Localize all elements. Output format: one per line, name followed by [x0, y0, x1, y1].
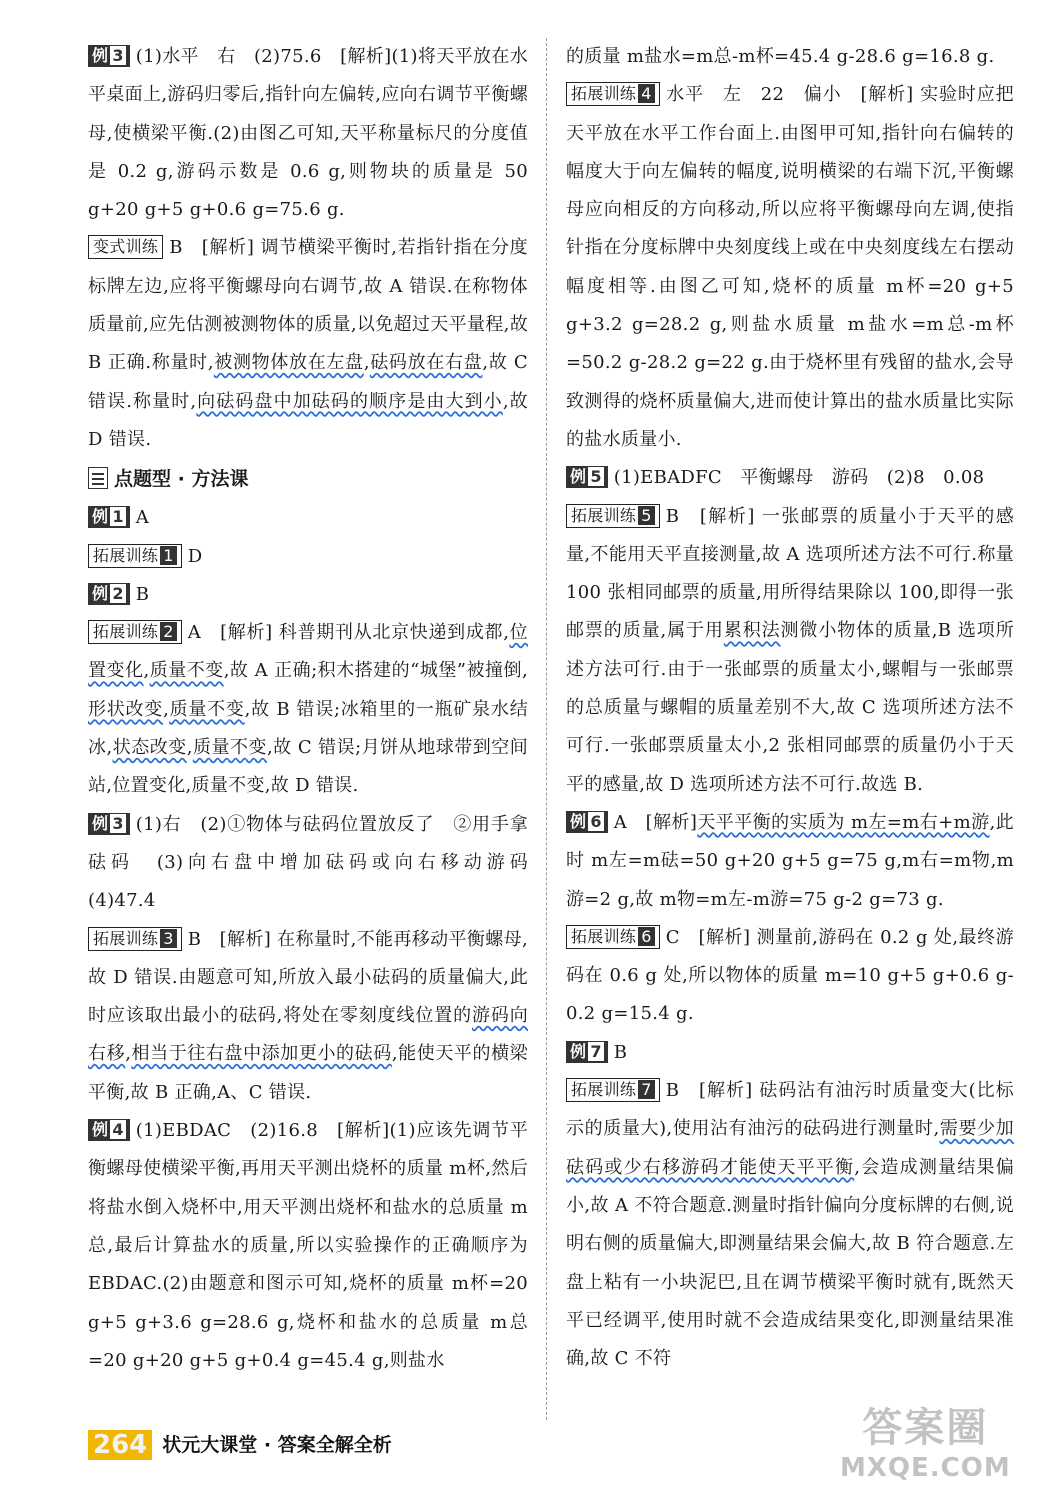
example-2-answer: 例 2 B [88, 576, 528, 614]
example-tag: 例 3 [88, 45, 130, 67]
extension-training-tag: 拓展训练 6 [566, 925, 660, 949]
left-column [88, 38, 547, 1380]
example-7-answer: 例 7 B [566, 1034, 1014, 1072]
extension-training-5-answer: 拓展训练 5 B [解析] 一张邮票的质量小于天平的感量,不能用天平直接测量,故 A 选项所述方法不可行.称量 100 张相同邮票的质量,用所得结果除以 100,即得一张邮票的质量,属于用累积法测微小物体的质量,B 选项所述方法可行.由于一张邮票的质量太小,螺帽与一张邮票的总质量与螺帽的质量差别不大,故 C 选项所述方法不可行.一张邮票质量太小,2 张相同邮票的质量仍小于天平的感量,故 D 选项所述方法不可行.故选 B. [566, 505, 1014, 795]
extension-training-3-answer: 拓展训练 3 B [解析] 在称量时,不能再移动平衡螺母,故 D 错误.由题意可知,所放入最小砝码的质量偏大,此时应该取出最小的砝码,将处在零刻度线位置的游码向右移,相当于往右盘中添加更小的砝码,能使天平的横梁平衡,故 B 正确,A、C 错误. [88, 928, 528, 1103]
book-title: 状元大课堂 · 答案全解全析 [162, 1434, 392, 1456]
watermark-text: 答案圈 [862, 1405, 989, 1451]
example-3b-answer: 例 3 (1)右 (2)①物体与砝码位置放反了 ②用手拿砝码 (3)向右盘中增加砝码或向右移动游码 (4)47.4 [88, 813, 547, 912]
page-footer [88, 1430, 392, 1460]
example-tag: 例 3 [88, 813, 130, 835]
extension-training-7-answer: 拓展训练 7 B [解析] 砝码沾有油污时质量变大(比标示的质量大),使用沾有油污的砝码进行测量时,需要少加砝码或少右移游码才能使天平平衡,会造成测量结果偏小,故 A 不符合题意.测量时指针偏向分度标牌的右侧,说明右侧的质量偏大,即测量结果会偏大,故 B 符合题意.左盘上粘有一小块泥巴,且在调节横梁平衡时就有,既然天平已经调平,使用时就不会造成结果变化,即测量结果准确,故 C 不符 [566, 1080, 1015, 1370]
extension-training-tag: 拓展训练 3 [88, 927, 182, 951]
example-5-answer: 例 5 (1)EBADFC 平衡螺母 游码 (2)8 0.08 [566, 459, 1014, 497]
extension-training-4-answer: 拓展训练 4 水平 左 22 偏小 [解析] 实验时应把天平放在水平工作台面上.由图甲可知,指针向右偏转的幅度大于向左偏转的幅度,说明横梁的右端下沉,平衡螺母应向相反的方向移动,所以应将平衡螺母向左调,使指针指在分度标牌中央刻度线上或在中央刻度线左右摆动幅度相等.由图乙可知,烧杯的质量 m杯=20 g+5 g+3.2 g=28.2 g,则盐水质量 m盐水=m总-m杯=50.2 g-28.2 g=22 g.由于烧杯里有残留的盐水,会导致测得的烧杯质量偏大,进而使计算出的盐水质量比实际的盐水质量小. [566, 84, 1014, 450]
extension-training-6-answer: 拓展训练 6 C [解析] 测量前,游码在 0.2 g 处,最终游码在 0.6 g 处,所以物体的质量 m=10 g+5 g+0.6 g-0.2 g=15.4 g. [566, 926, 1014, 1025]
watermark-logo [840, 1396, 1011, 1483]
section-heading: 点题型 · 方法课 [88, 459, 528, 499]
example-tag: 例 4 [88, 1119, 130, 1141]
extension-training-tag: 拓展训练 4 [566, 82, 660, 106]
example-tag: 例 7 [566, 1041, 608, 1063]
example-4-continuation: 的质量 m盐水=m总-m杯=45.4 g-28.6 g=16.8 g. [566, 46, 995, 67]
right-column [566, 38, 1014, 1378]
extension-training-2-answer: 拓展训练 2 A [解析] 科普期刊从北京快递到成都,位置变化,质量不变,故 A 正确;积木搭建的“城堡”被撞倒,形状改变,质量不变,故 B 错误;冰箱里的一瓶矿泉水结冰,状态改变,质量不变,故 C 错误;月饼从地球带到空间站,位置变化,质量不变,故 D 错误. [88, 622, 529, 797]
extension-training-tag: 拓展训练 5 [566, 504, 660, 528]
watermark-url: MXQE.COM [840, 1453, 1011, 1483]
example-tag: 例 1 [88, 506, 130, 528]
example-1-answer: 例 1 A [88, 499, 528, 537]
example-tag: 例 2 [88, 583, 130, 605]
example-tag: 例 5 [566, 466, 608, 488]
example-3-answer: 例 3 (1)水平 右 (2)75.6 [解析](1)将天平放在水平桌面上,游码归零后,指针向左偏转,应向右调节平衡螺母,使横梁平衡.(2)由图乙可知,天平称量标尺的分度值是 0.2 g,游码示数是 0.6 g,则物块的质量是 50 g+20 g+5 g+0.6 g=75.6 g. [88, 46, 528, 221]
example-4-answer: 例 4 (1)EBDAC (2)16.8 [解析](1)应该先调节平衡螺母使横梁平衡,再用天平测出烧杯的质量 m杯,然后将盐水倒入烧杯中,用天平测出烧杯和盐水的总质量 m总,最后计算盐水的质量,所以实验操作的正确顺序为 EBDAC.(2)由题意和图示可知,烧杯的质量 m杯=20 g+5 g+3.6 g=28.6 g,烧杯和盐水的总质量 m总=20 g+20 g+5 g+0.4 g=45.4 g,则盐水 [88, 1120, 528, 1371]
page-number: 264 [88, 1430, 152, 1460]
extension-training-tag: 拓展训练 7 [566, 1078, 660, 1102]
variant-training-answer: 变式训练 B [解析] 调节横梁平衡时,若指针指在分度标牌左边,应将平衡螺母向右调节,故 A 错误.在称物体质量前,应先估测被测物体的质量,以免超过天平量程,故 B 正确.称量时,被测物体放在左盘,砝码放在右盘,故 C 错误.称量时,向砝码盘中加砝码的顺序是由大到小,故 D 错误. [88, 237, 529, 450]
extension-training-1-answer: 拓展训练 1 D [88, 538, 528, 576]
variant-training-tag: 变式训练 [88, 235, 163, 259]
book-icon [88, 467, 108, 489]
extension-training-tag: 拓展训练 1 [88, 544, 182, 568]
example-tag: 例 6 [566, 811, 608, 833]
extension-training-tag: 拓展训练 2 [88, 620, 182, 644]
column-divider [546, 38, 547, 1420]
example-6-answer: 例 6 A [解析]天平平衡的实质为 m左=m右+m游,此时 m左=m砝=50 g+20 g+5 g=75 g,m右=m物,m游=2 g,故 m物=m左-m游=75 g-2 g=73 g. [566, 811, 1014, 910]
